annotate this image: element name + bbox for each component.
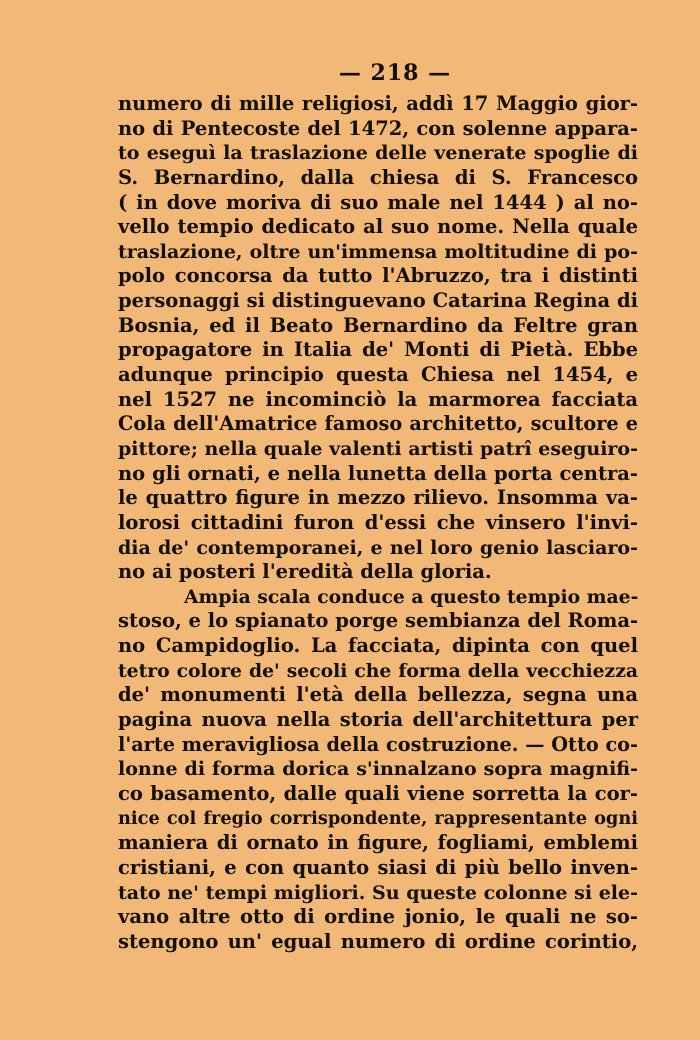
text-line-18: lorosi cittadini furon d'essi che vinsero l'invi- [118, 510, 638, 534]
text-line-15: pittore; nella quale valenti artisti patrî eseguiro- [118, 437, 638, 460]
text-line-22: stoso, e lo spianato porge sembianza del Roma- [118, 609, 639, 633]
text-line-24: tetro colore de' secoli che forma della vecchiezza [118, 659, 638, 682]
text-line-14: Cola dell'Amatrice famoso architetto, scultore e [118, 412, 638, 436]
text-line-17: le quattro figure in mezzo rilievo. Insomma va- [118, 486, 638, 510]
text-line-25: de' monumenti l'età della bellezza, segna una [118, 683, 638, 707]
text-line-7: traslazione, oltre un'immensa moltitudine di po- [118, 240, 638, 263]
text-line-27: l'arte meravigliosa della costruzione. — Otto co- [118, 732, 638, 756]
text-line-3: to eseguì la traslazione delle venerate spoglie di [118, 142, 638, 165]
text-line-8: polo concorsa da tutto l'Abruzzo, tra i distinti [118, 264, 638, 288]
text-line-26: pagina nuova nella storia dell'architettura per [118, 708, 638, 732]
text-line-19: dia de' contemporanei, e nel loro genio lasciaro- [118, 536, 638, 559]
page-number: — 218 — [338, 60, 452, 86]
text-line-21: Ampia scala conduce a questo tempio mae- [184, 585, 639, 608]
text-line-31: maniera di ornato in figure, fogliami, emblemi [118, 831, 638, 855]
text-line-2: no di Pentecoste del 1472, con solenne appara- [118, 116, 638, 140]
text-line-10: Bosnia, ed il Beato Bernardino da Feltre gran [118, 313, 638, 337]
text-line-6: vello tempio dedicato al suo nome. Nella quale [118, 215, 638, 239]
text-line-35: stengono un' egual numero di ordine corintio, [118, 929, 638, 953]
text-line-29: co basamento, dalle quali viene sorretta la cor- [118, 781, 638, 805]
text-line-30: nice col fregio corrispondente, rappresentante ogni [118, 807, 638, 829]
text-line-28: lonne di forma dorica s'innalzano sopra magnifi- [118, 758, 638, 781]
body-text [118, 92, 638, 954]
text-line-32: cristiani, e con quanto siasi di più bello inven- [118, 855, 638, 879]
text-line-9: personaggi si distinguevano Catarina Regina di [118, 289, 638, 313]
text-line-20: no ai posteri l'eredità della gloria. [118, 560, 492, 584]
text-line-11: propagatore in Italia de' Monti di Pietà. Ebbe [118, 338, 638, 362]
text-line-23: no Campidoglio. La facciata, dipinta con quel [118, 634, 638, 658]
text-line-33: tato ne' tempi migliori. Su queste colonne si ele- [118, 881, 638, 904]
text-line-1: numero di mille religiosi, addì 17 Maggio gior- [118, 92, 638, 115]
text-line-13: nel 1527 ne incominciò la marmorea facciata [118, 387, 638, 411]
text-line-16: no gli ornati, e nella lunetta della porta centra- [118, 461, 638, 485]
text-line-5: ( in dove moriva di suo male nel 1444 ) al no- [118, 190, 638, 214]
text-line-12: adunque principio questa Chiesa nel 1454, e [118, 363, 638, 387]
text-line-34: vano altre otto di ordine jonio, le quali ne so- [118, 905, 638, 929]
text-line-4: S. Bernardino, dalla chiesa di S. Francesco [118, 165, 638, 189]
